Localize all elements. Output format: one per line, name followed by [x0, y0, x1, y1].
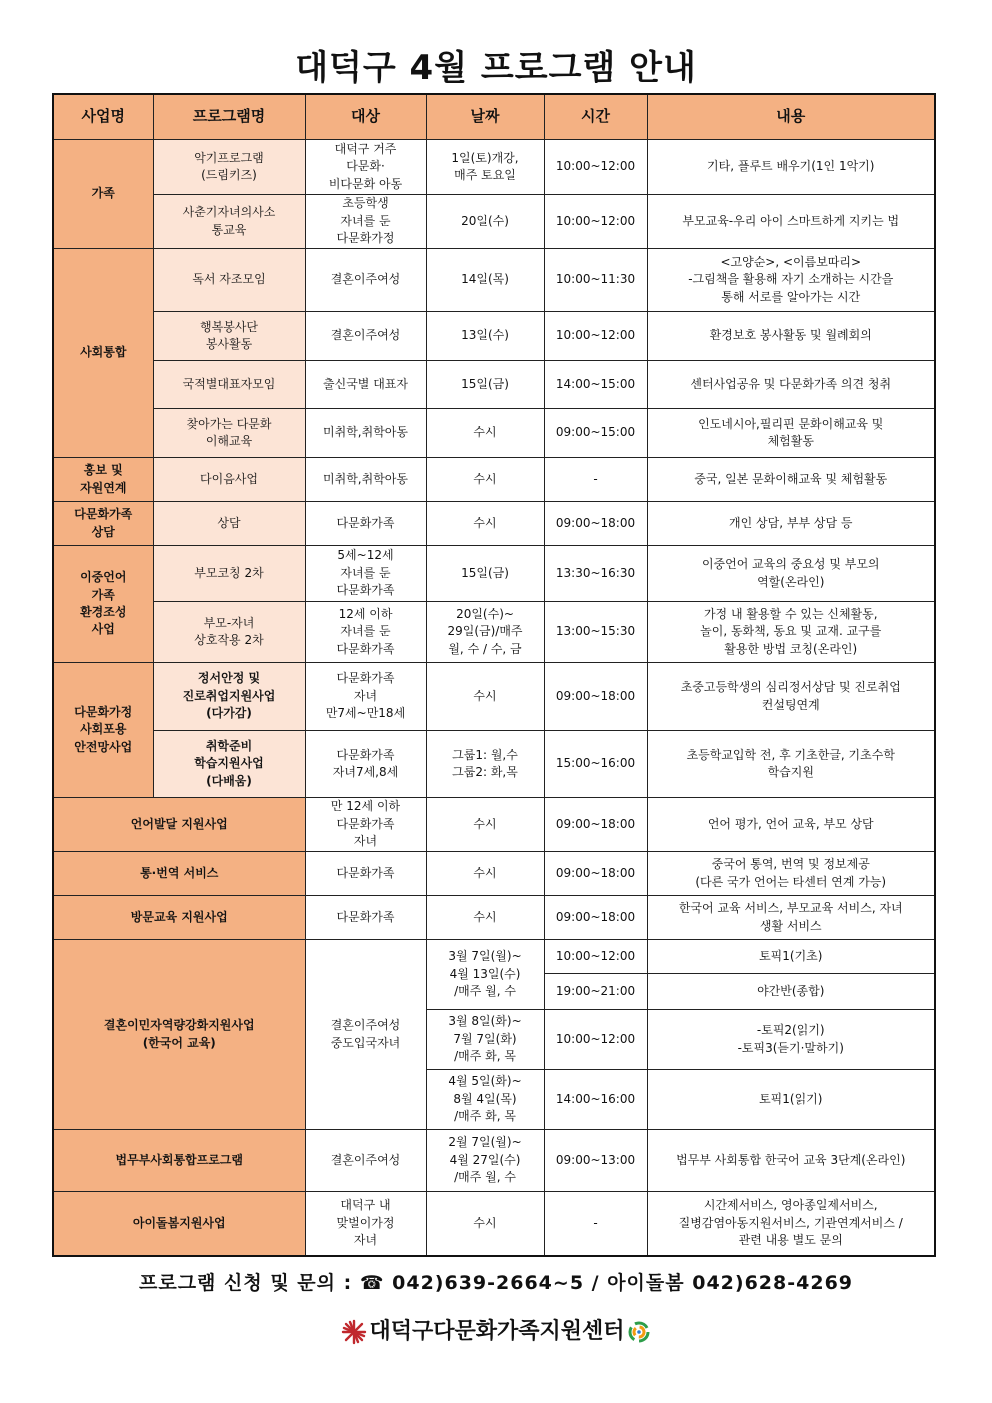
content-cell: 개인 상담, 부부 상담 등 — [647, 502, 935, 546]
content-cell: 한국어 교육 서비스, 부모교육 서비스, 자녀 생활 서비스 — [647, 896, 935, 940]
target-cell: 미취학,취학아동 — [305, 458, 426, 502]
time-cell: - — [544, 1192, 647, 1256]
program-name: 악기프로그램 (드림키즈) — [153, 140, 305, 195]
date-cell: 15일(금) — [426, 546, 544, 602]
table-row — [53, 896, 935, 940]
header-time: 시간 — [544, 94, 647, 140]
time-cell: 09:00~18:00 — [544, 896, 647, 940]
table-row — [53, 1192, 935, 1256]
time-cell: 13:00~15:30 — [544, 602, 647, 663]
program-table — [52, 93, 936, 1257]
content-cell: 초중고등학생의 심리정서상담 및 진로취업 컨설팅연계 — [647, 663, 935, 731]
target-cell: 미취학,취학아동 — [305, 409, 426, 458]
contact-info: 프로그램 신청 및 문의 : ☎ 042)639-2664~5 / 아이돌봄 042)628-4269 — [138, 1272, 854, 1294]
content-cell: 센터사업공유 및 다문화가족 의견 청취 — [647, 361, 935, 409]
program-name: 부모코칭 2차 — [153, 546, 305, 602]
table-row — [53, 663, 935, 731]
time-cell: - — [544, 458, 647, 502]
business-name: 가족 — [53, 140, 153, 249]
program-name: 독서 자조모임 — [153, 249, 305, 312]
date-cell: 3월 8일(화)~ 7월 7일(화) /매주 화, 목 — [426, 1010, 544, 1070]
date-cell: 수시 — [426, 502, 544, 546]
date-cell: 15일(금) — [426, 361, 544, 409]
table-row — [53, 140, 935, 195]
time-cell: 09:00~18:00 — [544, 798, 647, 852]
footer-logo — [0, 1314, 992, 1345]
header-program: 프로그램명 — [153, 94, 305, 140]
content-cell: 토픽1(기초) — [647, 940, 935, 974]
table-row — [53, 798, 935, 852]
date-cell: 1일(토)개강, 매주 토요일 — [426, 140, 544, 195]
date-cell: 14일(목) — [426, 249, 544, 312]
date-cell: 3월 7일(월)~ 4월 13일(수) /매주 월, 수 — [426, 940, 544, 1010]
target-cell: 초등학생 자녀를 둔 다문화가정 — [305, 195, 426, 249]
time-cell: 14:00~15:00 — [544, 361, 647, 409]
program-name: 취학준비 학습지원사업 (다배움) — [153, 731, 305, 798]
program-name: 언어발달 지원사업 — [53, 798, 305, 852]
table-row — [53, 409, 935, 458]
date-cell: 수시 — [426, 798, 544, 852]
center-cross-icon — [341, 1319, 367, 1345]
time-cell: 10:00~11:30 — [544, 249, 647, 312]
date-cell: 수시 — [426, 663, 544, 731]
time-cell: 15:00~16:00 — [544, 731, 647, 798]
time-cell: 09:00~15:00 — [544, 409, 647, 458]
table-row — [53, 602, 935, 663]
target-cell: 다문화가족 — [305, 896, 426, 940]
business-name: 사회통합 — [53, 249, 153, 458]
date-cell: 20일(수) — [426, 195, 544, 249]
table-row — [53, 1130, 935, 1192]
table-row — [53, 940, 935, 974]
target-cell: 결혼이주여성 중도입국자녀 — [305, 940, 426, 1130]
target-cell: 다문화가족 자녀7세,8세 — [305, 731, 426, 798]
target-cell: 출신국별 대표자 — [305, 361, 426, 409]
target-cell: 결혼이주여성 — [305, 1130, 426, 1192]
time-cell: 09:00~18:00 — [544, 852, 647, 896]
date-cell: 13일(수) — [426, 312, 544, 361]
content-cell: 중국어 통역, 번역 및 정보제공 (다른 국가 언어는 타센터 연계 가능) — [647, 852, 935, 896]
program-name: 통·번역 서비스 — [53, 852, 305, 896]
time-cell: 14:00~16:00 — [544, 1070, 647, 1130]
time-cell: 09:00~13:00 — [544, 1130, 647, 1192]
content-cell: 중국, 일본 문화이해교육 및 체험활동 — [647, 458, 935, 502]
header-date: 날짜 — [426, 94, 544, 140]
table-row — [53, 312, 935, 361]
content-cell: 기타, 플루트 배우기(1인 1악기) — [647, 140, 935, 195]
content-cell: 초등학교입학 전, 후 기초한글, 기초수학 학습지원 — [647, 731, 935, 798]
center-swirl-icon — [627, 1320, 651, 1344]
table-row — [53, 195, 935, 249]
table-row — [53, 458, 935, 502]
content-cell: 토픽1(읽기) — [647, 1070, 935, 1130]
page-title: 대덕구 4월 프로그램 안내 — [295, 48, 697, 88]
table-header-row — [53, 94, 935, 140]
program-name: 다이음사업 — [153, 458, 305, 502]
center-name: 대덕구다문화가족지원센터 — [369, 1319, 625, 1344]
time-cell: 10:00~12:00 — [544, 1010, 647, 1070]
target-cell: 만 12세 이하 다문화가족 자녀 — [305, 798, 426, 852]
header-content: 내용 — [647, 94, 935, 140]
table-row — [53, 361, 935, 409]
time-cell: 10:00~12:00 — [544, 312, 647, 361]
program-name: 아이돌봄지원사업 — [53, 1192, 305, 1256]
content-cell: 야간반(종합) — [647, 974, 935, 1010]
target-cell: 다문화가족 자녀 만7세~만18세 — [305, 663, 426, 731]
time-cell: 19:00~21:00 — [544, 974, 647, 1010]
time-cell: 10:00~12:00 — [544, 940, 647, 974]
content-cell: -토픽2(읽기) -토픽3(듣기·말하기) — [647, 1010, 935, 1070]
time-cell: 10:00~12:00 — [544, 140, 647, 195]
program-name: 정서안정 및 진로취업지원사업 (다가감) — [153, 663, 305, 731]
content-cell: 시간제서비스, 영아종일제서비스, 질병감염아동지원서비스, 기관연계서비스 / 관련 내용 별도 문의 — [647, 1192, 935, 1256]
date-cell: 20일(수)~ 29일(금)/매주 월, 수 / 수, 금 — [426, 602, 544, 663]
table-row — [53, 546, 935, 602]
date-cell: 2월 7일(월)~ 4월 27일(수) /매주 월, 수 — [426, 1130, 544, 1192]
time-cell: 09:00~18:00 — [544, 663, 647, 731]
business-name: 다문화가정 사회포용 안전망사업 — [53, 663, 153, 798]
program-name: 부모-자녀 상호작용 2차 — [153, 602, 305, 663]
content-cell: 법무부 사회통합 한국어 교육 3단계(온라인) — [647, 1130, 935, 1192]
content-cell: 이중언어 교육의 중요성 및 부모의 역할(온라인) — [647, 546, 935, 602]
content-cell: 가정 내 활용할 수 있는 신체활동, 놀이, 동화책, 동요 및 교재. 교구를 활용한 방법 코칭(온라인) — [647, 602, 935, 663]
program-name: 상담 — [153, 502, 305, 546]
date-cell: 수시 — [426, 896, 544, 940]
content-cell: <고양순>, <이름보따리> -그림책을 활용해 자기 소개하는 시간을 통해 서로를 알아가는 시간 — [647, 249, 935, 312]
target-cell: 5세~12세 자녀를 둔 다문화가족 — [305, 546, 426, 602]
header-target: 대상 — [305, 94, 426, 140]
target-cell: 대덕구 내 맞벌이가정 자녀 — [305, 1192, 426, 1256]
table-row — [53, 852, 935, 896]
date-cell: 그룹1: 월,수 그룹2: 화,목 — [426, 731, 544, 798]
target-cell: 대덕구 거주 다문화· 비다문화 아동 — [305, 140, 426, 195]
header-business: 사업명 — [53, 94, 153, 140]
program-name: 결혼이민자역량강화지원사업 (한국어 교육) — [53, 940, 305, 1130]
target-cell: 다문화가족 — [305, 852, 426, 896]
program-name: 사춘기자녀의사소 통교육 — [153, 195, 305, 249]
target-cell: 12세 이하 자녀를 둔 다문화가족 — [305, 602, 426, 663]
table-row — [53, 502, 935, 546]
content-cell: 환경보호 봉사활동 및 월례회의 — [647, 312, 935, 361]
program-name: 국적별대표자모임 — [153, 361, 305, 409]
target-cell: 다문화가족 — [305, 502, 426, 546]
program-name: 행복봉사단 봉사활동 — [153, 312, 305, 361]
business-name: 이중언어 가족 환경조성 사업 — [53, 546, 153, 663]
program-name: 법무부사회통합프로그램 — [53, 1130, 305, 1192]
time-cell: 09:00~18:00 — [544, 502, 647, 546]
business-name: 다문화가족 상담 — [53, 502, 153, 546]
target-cell: 결혼이주여성 — [305, 312, 426, 361]
time-cell: 13:30~16:30 — [544, 546, 647, 602]
table-row — [53, 731, 935, 798]
date-cell: 수시 — [426, 409, 544, 458]
time-cell: 10:00~12:00 — [544, 195, 647, 249]
content-cell: 언어 평가, 언어 교육, 부모 상담 — [647, 798, 935, 852]
target-cell: 결혼이주여성 — [305, 249, 426, 312]
date-cell: 수시 — [426, 1192, 544, 1256]
date-cell: 4월 5일(화)~ 8월 4일(목) /매주 화, 목 — [426, 1070, 544, 1130]
date-cell: 수시 — [426, 458, 544, 502]
content-cell: 부모교육-우리 아이 스마트하게 지키는 법 — [647, 195, 935, 249]
program-name: 방문교육 지원사업 — [53, 896, 305, 940]
program-name: 찾아가는 다문화 이해교육 — [153, 409, 305, 458]
content-cell: 인도네시아,필리핀 문화이해교육 및 체험활동 — [647, 409, 935, 458]
date-cell: 수시 — [426, 852, 544, 896]
business-name: 홍보 및 자원연계 — [53, 458, 153, 502]
table-row — [53, 249, 935, 312]
